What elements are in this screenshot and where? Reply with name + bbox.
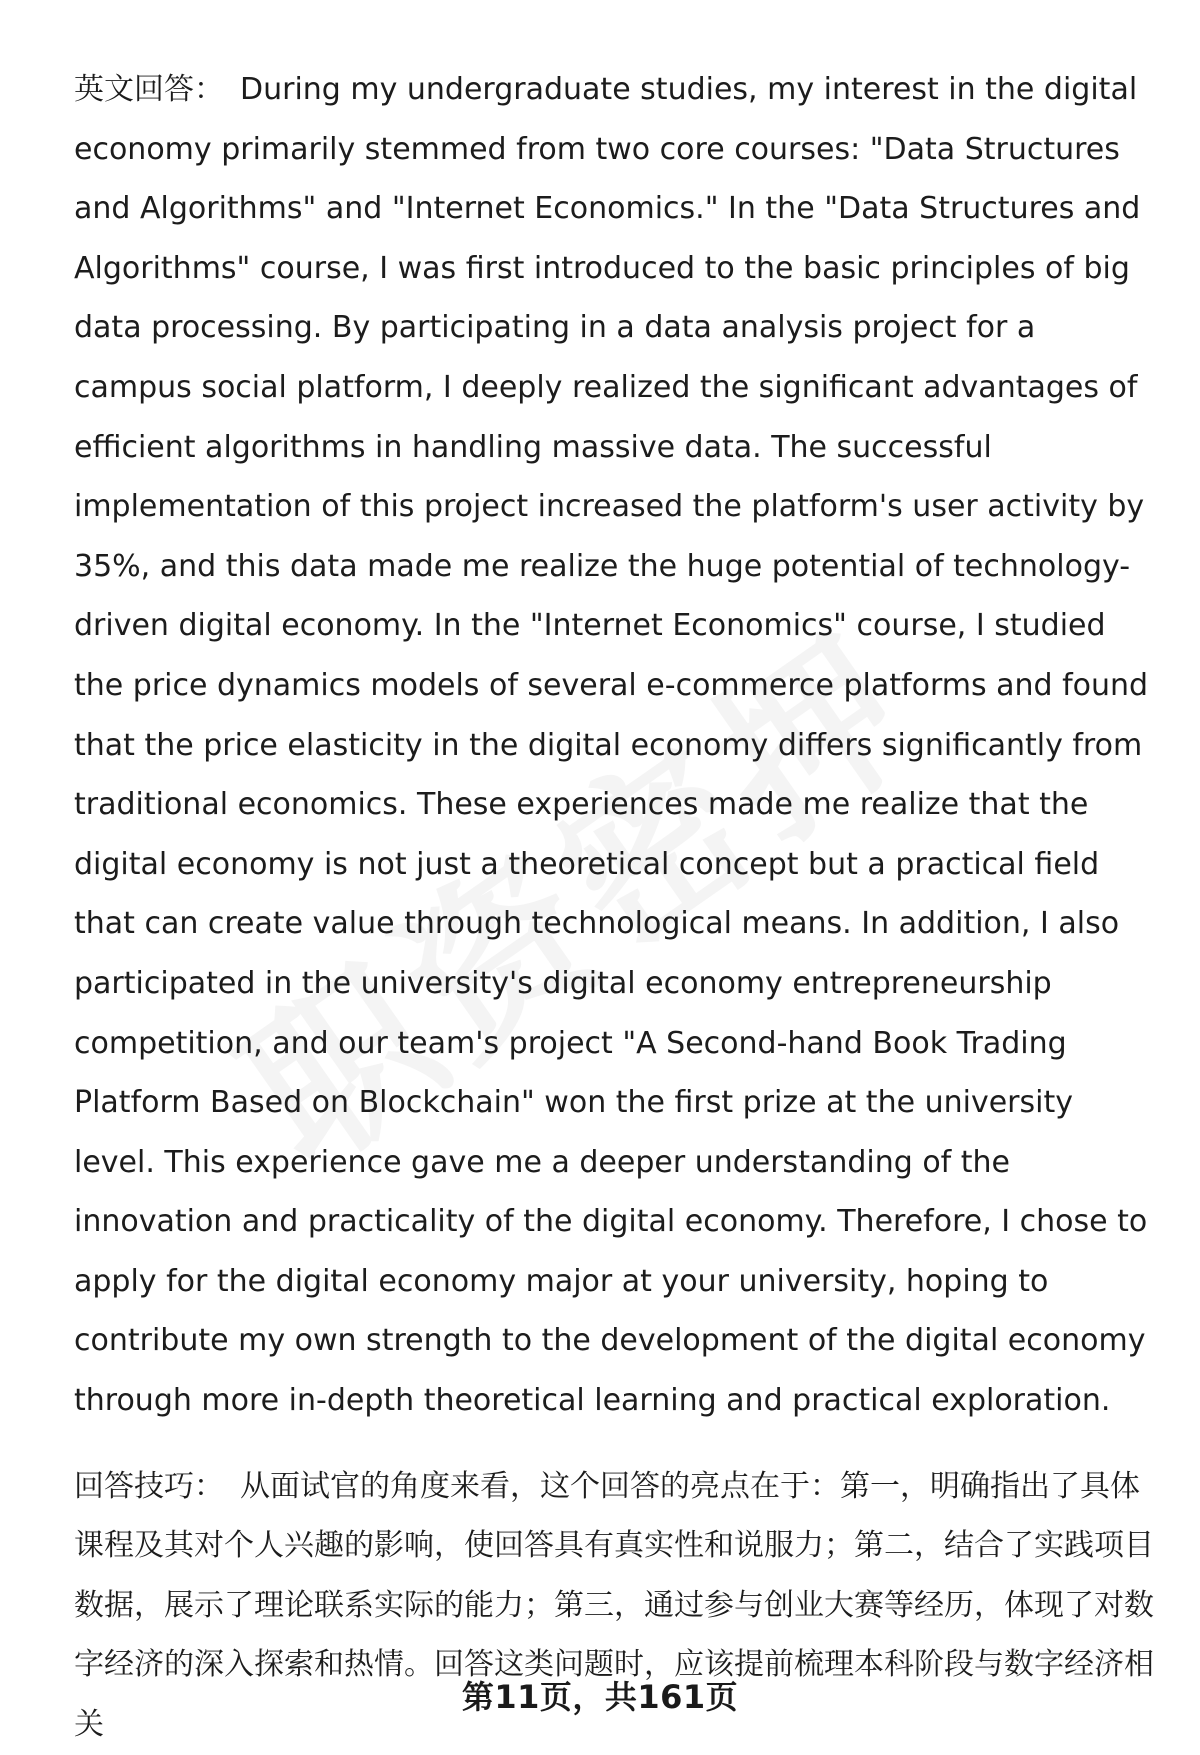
- page-number: 第11页，共161页: [461, 1678, 739, 1716]
- page-content: [74, 60, 1159, 1755]
- answer-tips-text: 从面试官的角度来看，这个回答的亮点在于：第一，明确指出了具体课程及其对个人兴趣的影响，使回答具有真实性和说服力；第二，结合了实践项目数据，展示了理论联系实际的能力；第三，通过参与创业大赛等经历，体现了对数字经济的深入探索和热情。回答这类问题时，应该提前梳理本科阶段与数字经济相关: [74, 1468, 1154, 1743]
- english-answer-text: During my undergraduate studies, my interest in the digital economy primarily stemmed from two core courses: "Data Structures and Algorithms" and "Internet Economics." In the "Data Structures and Algorithms" course, I was first introduced to the basic principles of big data processing. By participating in a data analysis project for a campus social platform, I deeply realized the significant advantages of efficient algorithms in handling massive data. The successful implementation of this project increased the platform's user activity by 35%, and this data made me realize the huge potential of technology-driven digital economy. In the "Internet Economics" course, I studied the price dynamics models of several e-commerce platforms and found that the price elasticity in the digital economy differs significantly from traditional economics. These experiences made me realize that the digital economy is not just a theoretical concept but a practical field that can create value through technological means. In addition, I also participated in the university's digital economy entrepreneurship competition, and our team's project "A Second-hand Book Trading Platform Based on Blockchain" won the first prize at the university level. This experience gave me a deeper understanding of the innovation and practicality of the digital economy. Therefore, I chose to apply for the digital economy major at your university, hoping to contribute my own strength to the development of the digital economy through more in-depth theoretical learning and practical exploration.: [74, 72, 1149, 1419]
- english-answer-label: 英文回答：: [74, 72, 224, 107]
- english-answer-paragraph: [74, 60, 1159, 1431]
- answer-tips-label: 回答技巧：: [74, 1468, 224, 1504]
